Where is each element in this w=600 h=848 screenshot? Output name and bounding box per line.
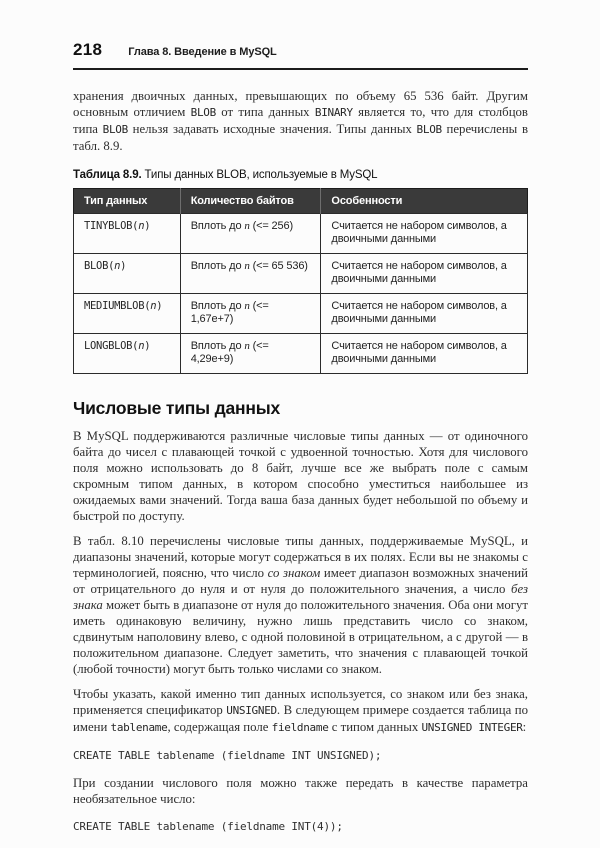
text-segment: n (150, 300, 157, 312)
text-segment: : (522, 720, 527, 734)
cell-features: Считается не набором символов, а двоичными данными (321, 334, 528, 374)
code-create-table-unsigned: CREATE TABLE tablename (fieldname INT UNSIGNED); (73, 749, 382, 762)
text-segment: При создании числового поля можно также передать в качестве параметра необязательное число: (73, 776, 528, 806)
cell-data-type (74, 254, 181, 294)
text-segment: В табл. 8.10 перечислены числовые типы данных, поддерживаемые MySQL, и диапазоны значений, которые могут содержаться в их полях. Если вы не знакомы с терминологией, поясню, что число (73, 534, 528, 580)
text-segment: UNSIGNED INTEGER (421, 721, 523, 734)
cell-data-type (74, 214, 181, 254)
text-segment: n (244, 260, 250, 272)
text-segment: n (114, 260, 121, 272)
cell-byte-count (180, 294, 321, 334)
text-segment: MEDIUMBLOB( (84, 300, 151, 312)
cell-data-type (74, 334, 181, 374)
table-row (74, 254, 528, 294)
column-header-byte-count: Количество байтов (180, 189, 321, 214)
text-segment: может быть в диапазоне от нуля до положительного значения. Оба они могут иметь одинаковую величину, нужно лишь представить число со знаком, сдвинутым наполовину влево, с одной половиной в отрицательном, а с другой — в положительном диапазоне. Следует заметить, что значения с плавающей точкой (любой точности) могут быть только числами со знаком. (73, 598, 528, 676)
text-segment: n (138, 340, 145, 352)
text-segment: (<= 256) (249, 220, 293, 232)
running-head (73, 40, 528, 70)
text-segment: ) (144, 220, 151, 232)
table-caption-text: Типы данных BLOB, используемые в MySQL (141, 169, 378, 181)
text-segment: нельзя задавать исходные значения. Типы данных (127, 122, 417, 136)
text-segment: n (138, 220, 145, 232)
paragraph-numeric-overview (73, 428, 528, 524)
text-segment: ) (120, 260, 127, 272)
blob-types-table (73, 188, 528, 374)
text-segment: Чтобы указать, какой именно тип данных используется, со знаком или без знака, применяется спецификатор (73, 687, 528, 717)
table-header-row (74, 189, 528, 214)
paragraph-signed-ranges (73, 533, 528, 677)
cell-byte-count (180, 254, 321, 294)
table-row (74, 334, 528, 374)
text-segment: n (244, 340, 250, 352)
cell-data-type (74, 294, 181, 334)
text-segment: ) (144, 340, 151, 352)
text-segment: В MySQL поддерживаются различные числовые типы данных — от одиночного байта до чисел с плавающей точкой с удвоенной точностью. Хотя для числового поля можно использовать до 8 байт, лучше все же выбрать поле с самым скромным типом данных, в котором способно уместиться наибольшее из ожидаемых вами значений. Тогда ваша база данных будет небольшой по объему и быстрой по доступу. (73, 429, 528, 523)
text-segment: (<= 65 536) (249, 260, 308, 272)
text-segment: имеет диапазон возможных значений от отрицательного до нуля и от нуля до положительного значения, а число (73, 566, 528, 596)
text-segment: , содержащая поле (167, 720, 272, 734)
text-segment: перечислены в табл. 8.9. (73, 122, 529, 153)
text-segment: хранения двоичных данных, превышающих по объему 65 536 байт. Другим основным отличием (73, 89, 528, 119)
column-header-data-type: Тип данных (74, 189, 181, 214)
text-segment: UNSIGNED (226, 704, 277, 717)
intro-paragraph (73, 88, 528, 154)
text-segment: BLOB( (84, 260, 115, 272)
text-segment: без знака (73, 582, 528, 612)
page-number: 218 (73, 40, 103, 59)
text-segment: от типа данных (215, 105, 315, 119)
text-segment: BINARY (314, 106, 353, 119)
text-segment: n (244, 220, 250, 232)
text-segment: (<= 4,29e+9) (190, 340, 269, 365)
cell-features: Считается не набором символов, а двоичными данными (321, 254, 528, 294)
table-caption-label: Таблица 8.9. (73, 169, 142, 181)
table-row (74, 294, 528, 334)
section-heading: Числовые типы данных (73, 398, 281, 418)
text-segment: BLOB (102, 123, 128, 136)
code-create-table-int4: CREATE TABLE tablename (fieldname INT(4)); (73, 820, 343, 833)
cell-byte-count (180, 334, 321, 374)
text-segment: (<= 1,67e+7) (190, 300, 269, 325)
text-segment: Вплоть до (190, 220, 245, 232)
paragraph-unsigned-specifier (73, 686, 528, 736)
blob-table-body (74, 214, 528, 374)
text-segment: с типом данных (328, 720, 422, 734)
text-segment: BLOB (416, 123, 442, 136)
cell-byte-count (180, 214, 321, 254)
text-segment: . В следующем примере создается таблица по имени (73, 703, 528, 734)
text-segment: TINYBLOB( (84, 220, 139, 232)
table-caption (73, 169, 528, 181)
text-segment: является то, что для столбцов типа (73, 105, 528, 136)
cell-features: Считается не набором символов, а двоичными данными (321, 294, 528, 334)
text-segment: со знаком (267, 566, 321, 580)
column-header-features: Особенности (321, 189, 528, 214)
cell-features: Считается не набором символов, а двоичными данными (321, 214, 528, 254)
text-segment: n (244, 300, 250, 312)
text-segment: Вплоть до (190, 340, 245, 352)
paragraph-optional-number (73, 775, 528, 807)
text-segment: fieldname (271, 721, 329, 734)
table-row (74, 214, 528, 254)
text-segment: BLOB (190, 106, 216, 119)
text-segment: tablename (110, 721, 168, 734)
text-segment: ) (156, 300, 163, 312)
text-segment: Вплоть до (190, 260, 245, 272)
text-segment: LONGBLOB( (84, 340, 139, 352)
text-segment: Вплоть до (190, 300, 245, 312)
chapter-title: Глава 8. Введение в MySQL (128, 46, 277, 58)
